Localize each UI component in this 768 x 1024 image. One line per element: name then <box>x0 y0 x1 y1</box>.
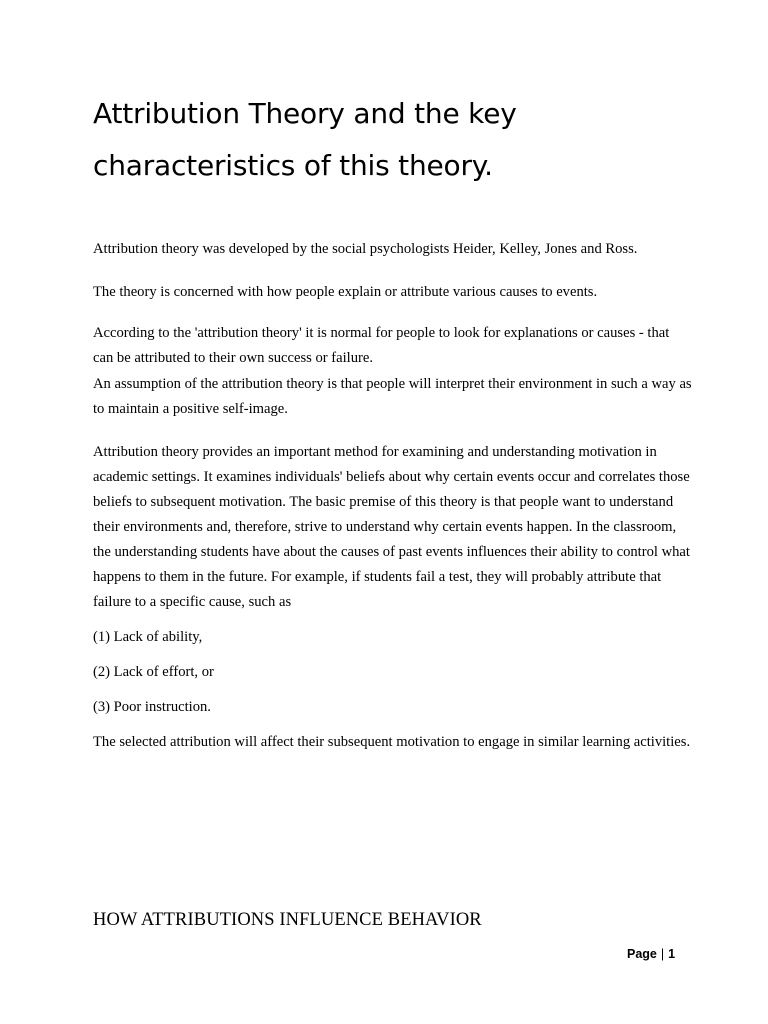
paragraph-explanations: According to the 'attribution theory' it is normal for people to look for explanations or causes - that can be attributed to their own success or failure. <box>93 325 670 366</box>
paragraph-developers: Attribution theory was developed by the social psychologists Heider, Kelley, Jones and Ross. <box>93 241 638 257</box>
page-number: 1 <box>668 947 676 961</box>
page-separator: | <box>660 947 665 961</box>
paragraph-concern: The theory is concerned with how people explain or attribute various causes to events. <box>93 284 598 300</box>
paragraph-closing: The selected attribution will affect their subsequent motivation to engage in similar learning activities. <box>93 734 691 750</box>
paragraph-assumption: An assumption of the attribution theory is that people will interpret their environment in such a way as to maintain a positive self-image. <box>93 376 692 417</box>
list-item-instruction: (3) Poor instruction. <box>93 699 211 715</box>
paragraph-motivation: Attribution theory provides an important method for examining and understanding motivation in academic settings. It examines individuals' beliefs about why certain events occur and correlates those beliefs to subsequent motivation. The basic premise of this theory is that people want to understand their environments and, therefore, strive to understand why certain events happen. In the classroom, the understanding students have about the causes of past events influences their ability to control what happens to them in the future. For example, if students fail a test, they will probably attribute that failure to a specific cause, such as <box>93 444 690 610</box>
list-item-ability: (1) Lack of ability, <box>93 629 203 645</box>
section-heading: HOW ATTRIBUTIONS INFLUENCE BEHAVIOR <box>93 910 482 930</box>
document-title: Attribution Theory and the key characteristics of this theory. <box>93 97 517 182</box>
list-item-effort: (2) Lack of effort, or <box>93 664 214 680</box>
page-label: Page <box>627 947 657 961</box>
page-footer <box>627 945 675 963</box>
